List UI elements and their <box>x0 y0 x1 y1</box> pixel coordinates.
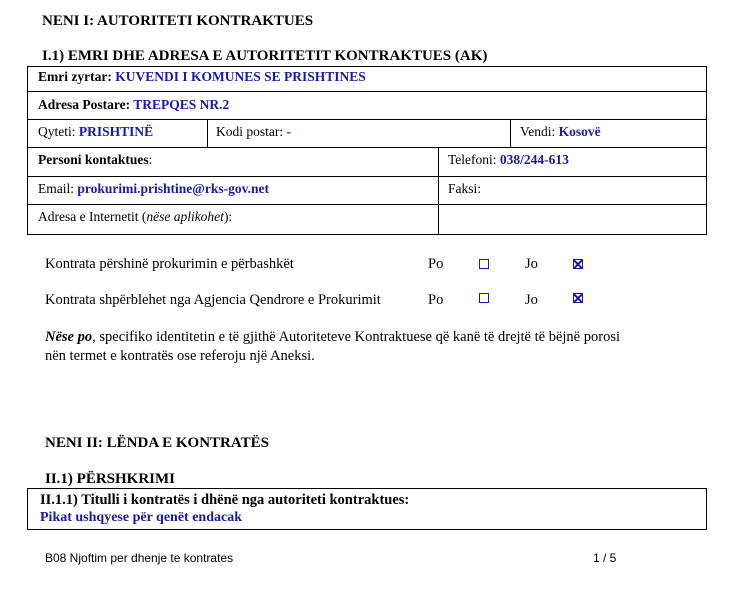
official-name-label: Emri zyrtar <box>38 69 108 84</box>
note-line-2: nën termet e kontratës ose referoju një Aneksi. <box>45 348 315 364</box>
internet-address-suffix: ): <box>223 209 233 224</box>
subsection-title: II.1) PËRSHKRIMI <box>45 471 176 487</box>
subsection-title: I.1) EMRI DHE ADRESA E AUTORITETIT KONTRAKTUES (AK) <box>42 48 488 64</box>
section-title: NENI I: AUTORITETI KONTRAKTUES <box>42 13 314 29</box>
country-value: Kosovë <box>558 124 601 139</box>
central-agency-jo-checkbox[interactable] <box>573 293 583 303</box>
row-divider <box>28 147 706 148</box>
row-divider <box>28 176 706 177</box>
central-agency-jo-label: Jo <box>525 292 538 308</box>
note-paragraph <box>45 328 705 366</box>
row-divider <box>28 204 706 205</box>
column-divider <box>438 147 439 234</box>
central-agency-po-checkbox[interactable] <box>479 293 489 303</box>
row-divider <box>28 91 706 92</box>
email-value: prokurimi.prishtine@rks-gov.net <box>77 181 269 196</box>
fax-label: Faksi: <box>448 181 482 196</box>
postal-code-value: - <box>286 124 291 139</box>
internet-address-note: nëse aplikohet <box>146 209 224 224</box>
footer-document-name: B08 Njoftim per dhenje te kontrates <box>45 551 234 565</box>
joint-procurement-po-label: Po <box>428 256 444 272</box>
joint-procurement-jo-checkbox[interactable] <box>573 259 583 269</box>
contract-title-value: Pikat ushqyese për qenët endacak <box>40 510 242 525</box>
fax-cell <box>448 181 481 197</box>
phone-label: Telefoni: <box>448 152 497 167</box>
row-divider <box>28 119 706 120</box>
city-value: PRISHTINË <box>78 124 154 139</box>
postal-address-row: Adresa Postare: TREPQES NR.2 <box>38 97 230 112</box>
postal-address-value: TREPQES NR.2 <box>133 97 230 112</box>
authority-table <box>27 66 707 235</box>
contract-title-box <box>27 488 707 530</box>
column-divider <box>207 119 208 147</box>
central-agency-po-label: Po <box>428 292 444 308</box>
contract-title-label: II.1.1) Titulli i kontratës i dhënë nga autoriteti kontraktues: <box>40 492 410 508</box>
email-label: Email: <box>38 181 74 196</box>
city-label: Qyteti: <box>38 124 76 139</box>
central-agency-label: Kontrata shpërblehet nga Agjencia Qendrore e Prokurimit <box>45 292 381 308</box>
joint-procurement-label: Kontrata përshinë prokurimin e përbashkët <box>45 256 294 272</box>
contact-person-label: Personi kontaktues <box>38 152 149 167</box>
note-italic: Nëse po <box>45 329 93 345</box>
postal-address-label: Adresa Postare <box>38 97 126 112</box>
country-cell <box>520 124 601 140</box>
phone-value: 038/244-613 <box>499 152 569 167</box>
postal-code-cell <box>216 124 291 140</box>
joint-procurement-jo-label: Jo <box>525 256 538 272</box>
page-number: 1 / 5 <box>593 551 617 565</box>
internet-address-label: Adresa e Internetit ( <box>38 209 147 224</box>
internet-address-cell <box>38 209 232 225</box>
email-cell <box>38 181 269 197</box>
official-name-row: Emri zyrtar: KUVENDI I KOMUNES SE PRISHTINES <box>38 69 366 84</box>
joint-procurement-po-checkbox[interactable] <box>479 259 489 269</box>
column-divider <box>510 119 511 147</box>
city-cell <box>38 124 153 140</box>
country-label: Vendi: <box>520 124 556 139</box>
section-title: NENI II: LËNDA E KONTRATËS <box>45 435 269 451</box>
official-name-value: KUVENDI I KOMUNES SE PRISHTINES <box>115 69 366 84</box>
phone-cell <box>448 152 569 168</box>
contact-person-cell: Personi kontaktues: <box>38 152 153 167</box>
postal-code-label: Kodi postar: <box>216 124 284 139</box>
note-line-1: , specifiko identitetin e të gjithë Autoriteteve Kontraktuese që kanë të drejtë të bëjnë porosi <box>92 329 620 345</box>
